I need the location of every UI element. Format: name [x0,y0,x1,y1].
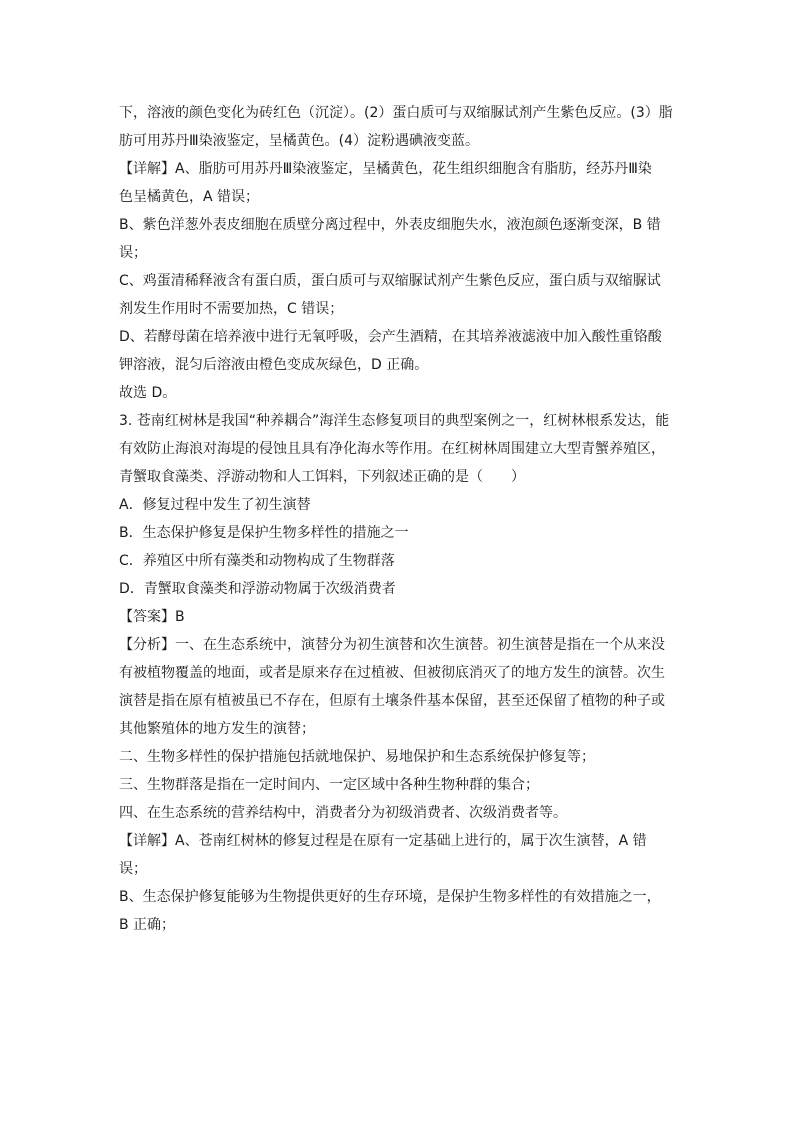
analysis-text: 四、在生态系统的营养结构中，消费者分为初级消费者、次级消费者等。 [119,805,567,821]
answer-line: 【答案】B [119,609,185,625]
option-b: B．生态保护修复是保护生物多样性的措施之一 [119,525,409,541]
text-line: 下，溶液的颜色变化为砖红色（沉淀）。(2）蛋白质可与双缩脲试剂产生紫色反应。(3）脂 [119,105,673,121]
text-line: 故选 D。 [119,385,177,401]
text-line: B、紫色洋葱外表皮细胞在质壁分离过程中，外表皮细胞失水，液泡颜色逐渐变深，B 错 [119,217,661,233]
text-line: 误； [119,245,147,261]
explanation-text: 【详解】A、苍南红树林的修复过程是在原有一定基础上进行的，属于次生演替，A 错 [119,833,647,849]
analysis-text: 二、生物多样性的保护措施包括就地保护、易地保护和生态系统保护修复等； [119,749,595,765]
analysis-text: 演替是指在原有植被虽已不存在，但原有土壤条件基本保留，甚至还保留了植物的种子或 [119,693,665,709]
text-line: D、若酵母菌在培养液中进行无氧呼吸，会产生酒精，在其培养液滤液中加入酸性重铬酸 [119,329,662,345]
text-line: C、鸡蛋清稀释液含有蛋白质，蛋白质可与双缩脲试剂产生紫色反应，蛋白质与双缩脲试 [119,273,661,289]
text-line: 色呈橘黄色，A 错误； [119,189,260,205]
analysis-text: 有被植物覆盖的地面，或者是原来存在过植被、但被彻底消灭了的地方发生的演替。次生 [119,665,665,681]
analysis-text: 三、生物群落是指在一定时间内、一定区域中各种生物种群的集合； [119,777,539,793]
text-line: 剂发生作用时不需要加热，C 错误； [119,301,344,317]
option-d: D．青蟹取食藻类和浮游动物属于次级消费者 [119,581,396,597]
text-line: 肪可用苏丹Ⅲ染液鉴定，呈橘黄色。(4）淀粉遇碘液变蓝。 [119,133,480,149]
question-text: 3. 苍南红树林是我国“种养耦合”海洋生态修复项目的典型案例之一，红树林根系发达，能 [119,413,670,429]
analysis-text: 其他繁殖体的地方发生的演替； [119,721,315,737]
option-a: A．修复过程中发生了初生演替 [119,497,311,513]
document-body [119,99,679,939]
explanation-text: 误； [119,861,147,877]
explanation-text: B 正确； [119,917,176,933]
option-c: C．养殖区中所有藻类和动物构成了生物群落 [119,553,395,569]
question-text: 有效防止海浪对海堤的侵蚀且具有净化海水等作用。在红树林周围建立大型青蟹养殖区， [119,441,665,457]
analysis-text: 【分析】一、在生态系统中，演替分为初生演替和次生演替。初生演替是指在一个从来没 [119,637,665,653]
text-line: 【详解】A、脂肪可用苏丹Ⅲ染液鉴定，呈橘黄色，花生组织细胞含有脂肪，经苏丹Ⅲ染 [119,161,652,177]
question-text: 青蟹取食藻类、浮游动物和人工饵料，下列叙述正确的是（ ） [119,469,525,485]
text-line: 钾溶液，混匀后溶液由橙色变成灰绿色，D 正确。 [119,357,429,373]
explanation-text: B、生态保护修复能够为生物提供更好的生存环境，是保护生物多样性的有效措施之一， [119,889,661,905]
